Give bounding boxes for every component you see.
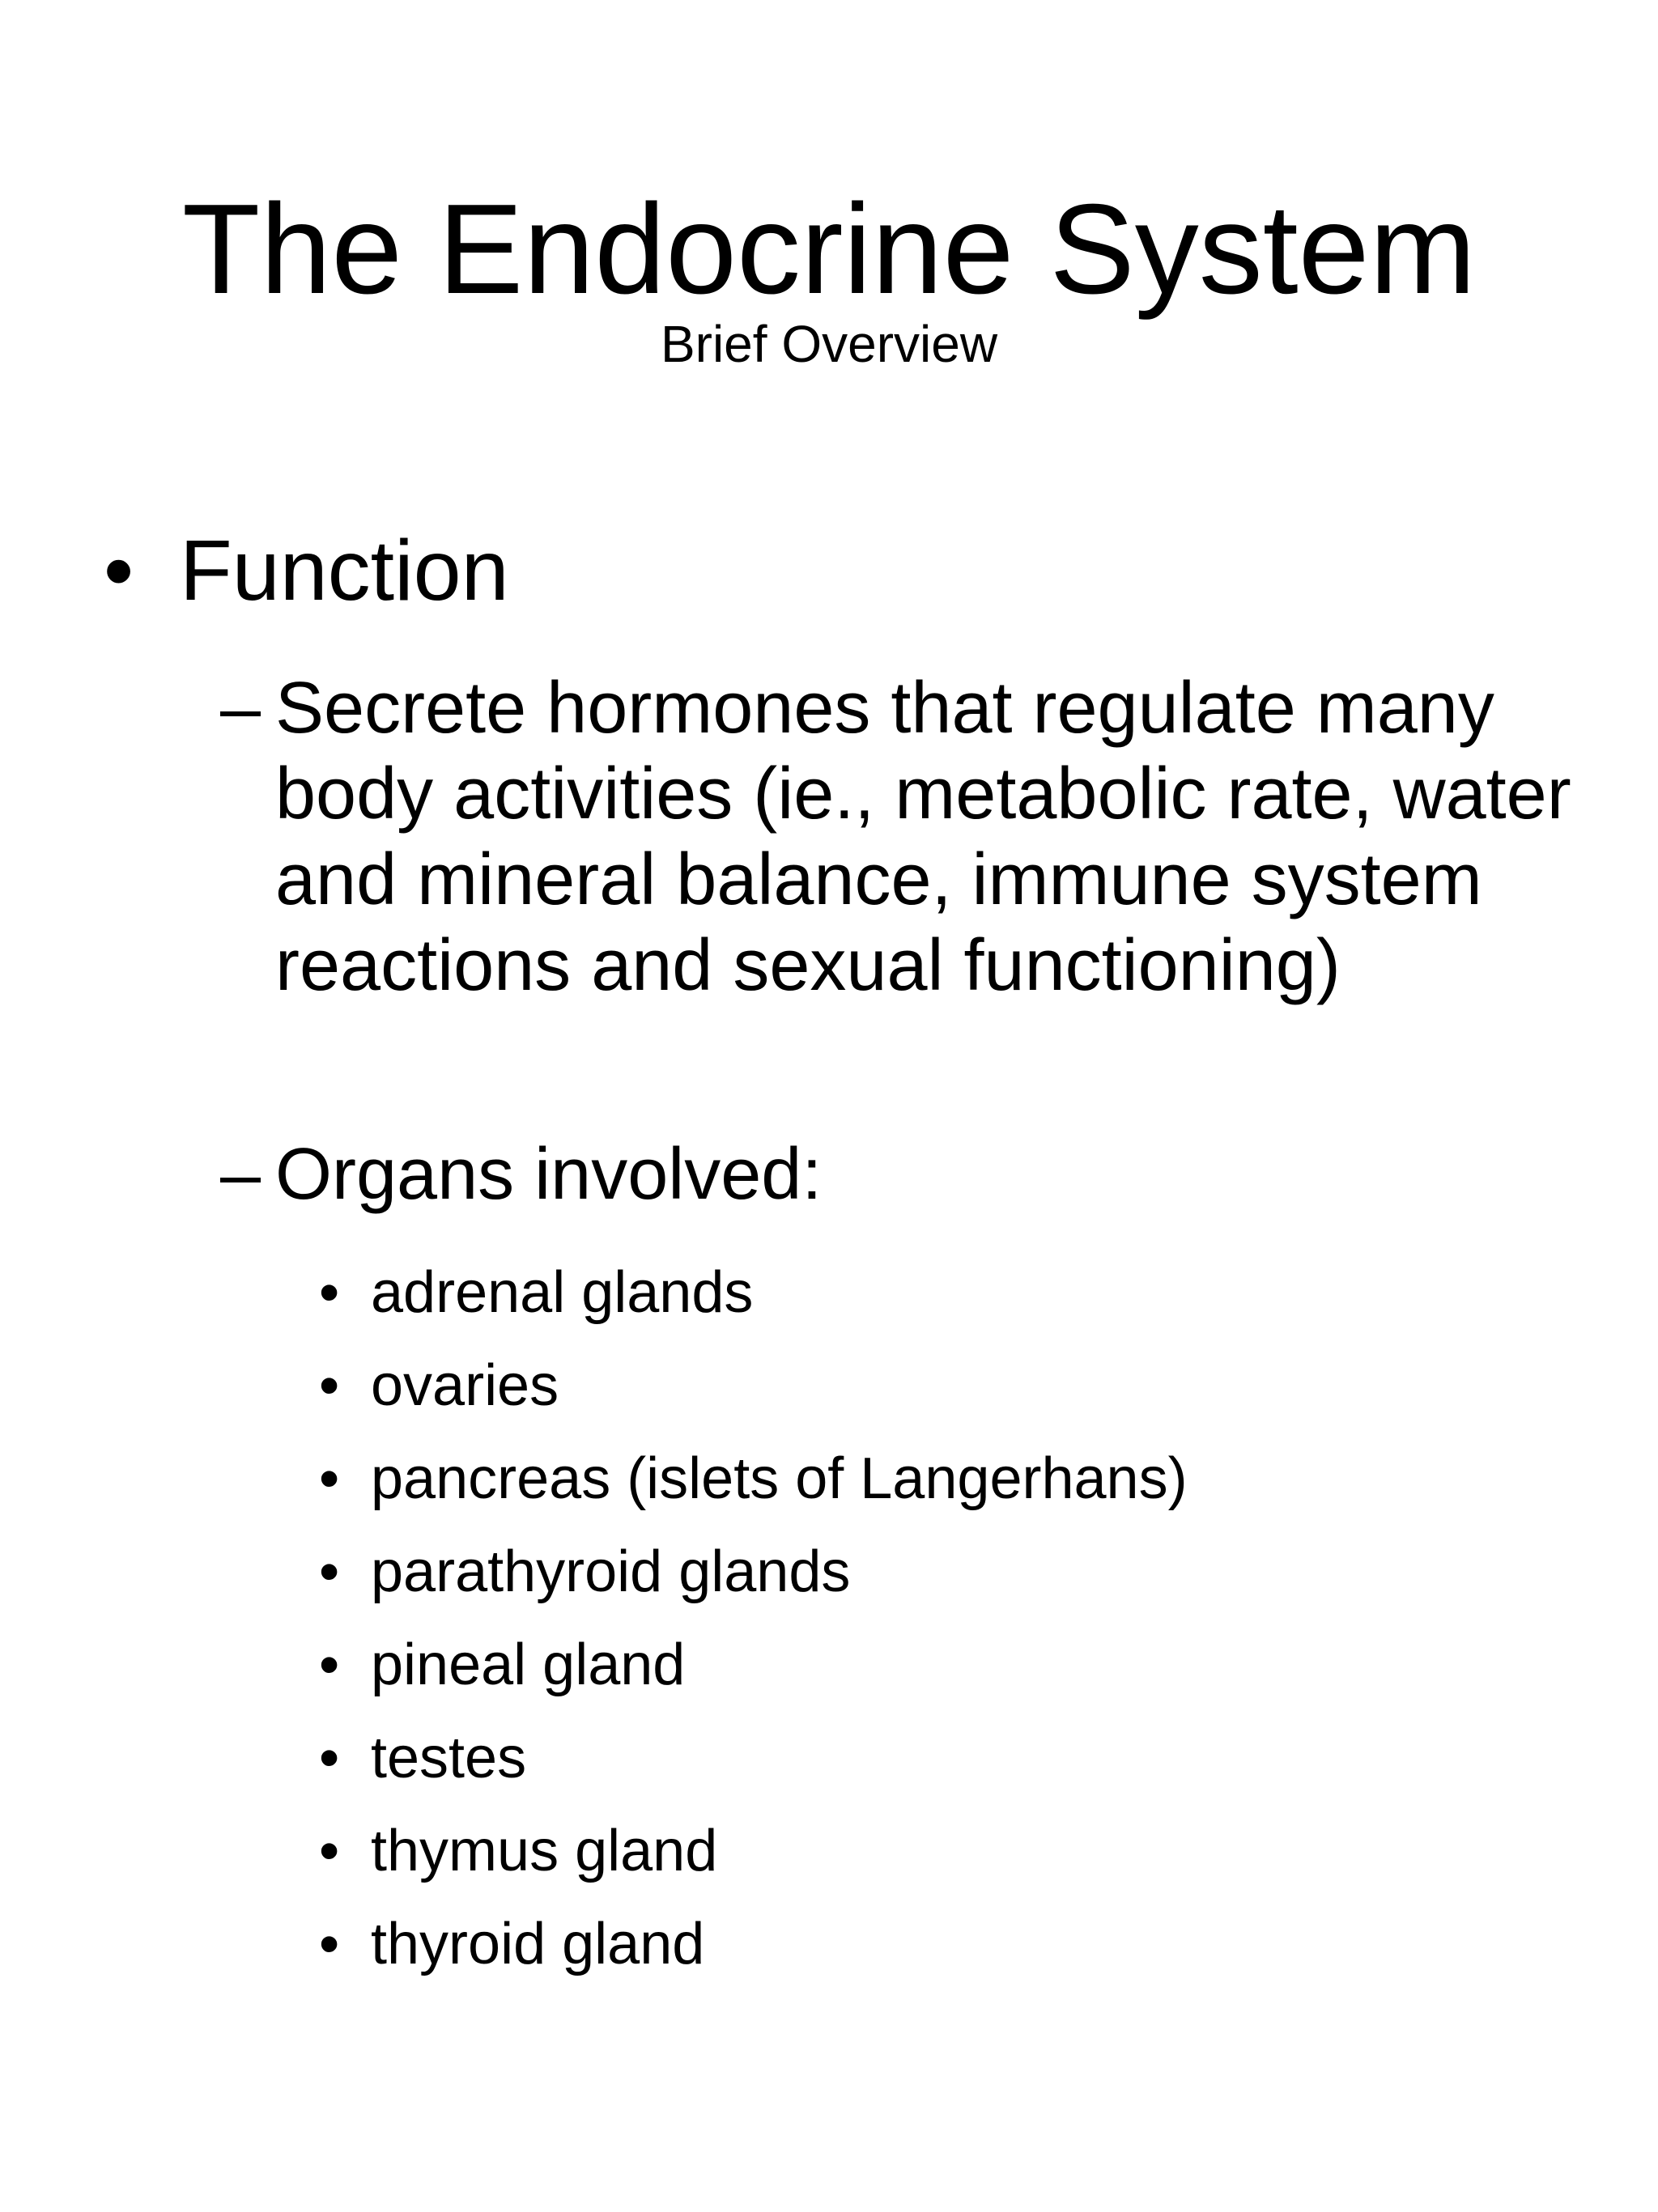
bullet-icon: • [319,1632,340,1697]
bullet-function: Function [180,523,509,618]
slide-title: The Endocrine System [181,178,1477,321]
organ-label: adrenal glands [371,1260,754,1325]
bullet-icon: • [104,523,134,618]
organ-label: ovaries [371,1353,559,1418]
bullet-icon: • [319,1539,340,1604]
bullet-icon: • [319,1353,340,1418]
bullet-icon: • [319,1912,340,1976]
organ-label: thymus gland [371,1819,718,1883]
bullet-icon: • [319,1726,340,1790]
organ-label: testes [371,1726,527,1790]
bullet-icon: • [319,1446,340,1511]
organs-heading: Organs involved: [275,1134,823,1215]
bullet-icon: • [319,1819,340,1883]
slide-subtitle: Brief Overview [660,315,998,373]
organ-label: thyroid gland [371,1912,705,1976]
organ-label: pancreas (islets of Langerhans) [371,1446,1188,1511]
function-description: Secrete hormones that regulate many body activities (ie., metabolic rate, water and mineral balance, immune system reactions and sexual functioning) [275,668,1571,1006]
bullet-icon: • [319,1260,340,1325]
organ-label: pineal gland [371,1632,686,1697]
organ-label: parathyroid glands [371,1539,851,1604]
dash-icon: – [220,668,261,749]
dash-icon: – [220,1134,261,1215]
